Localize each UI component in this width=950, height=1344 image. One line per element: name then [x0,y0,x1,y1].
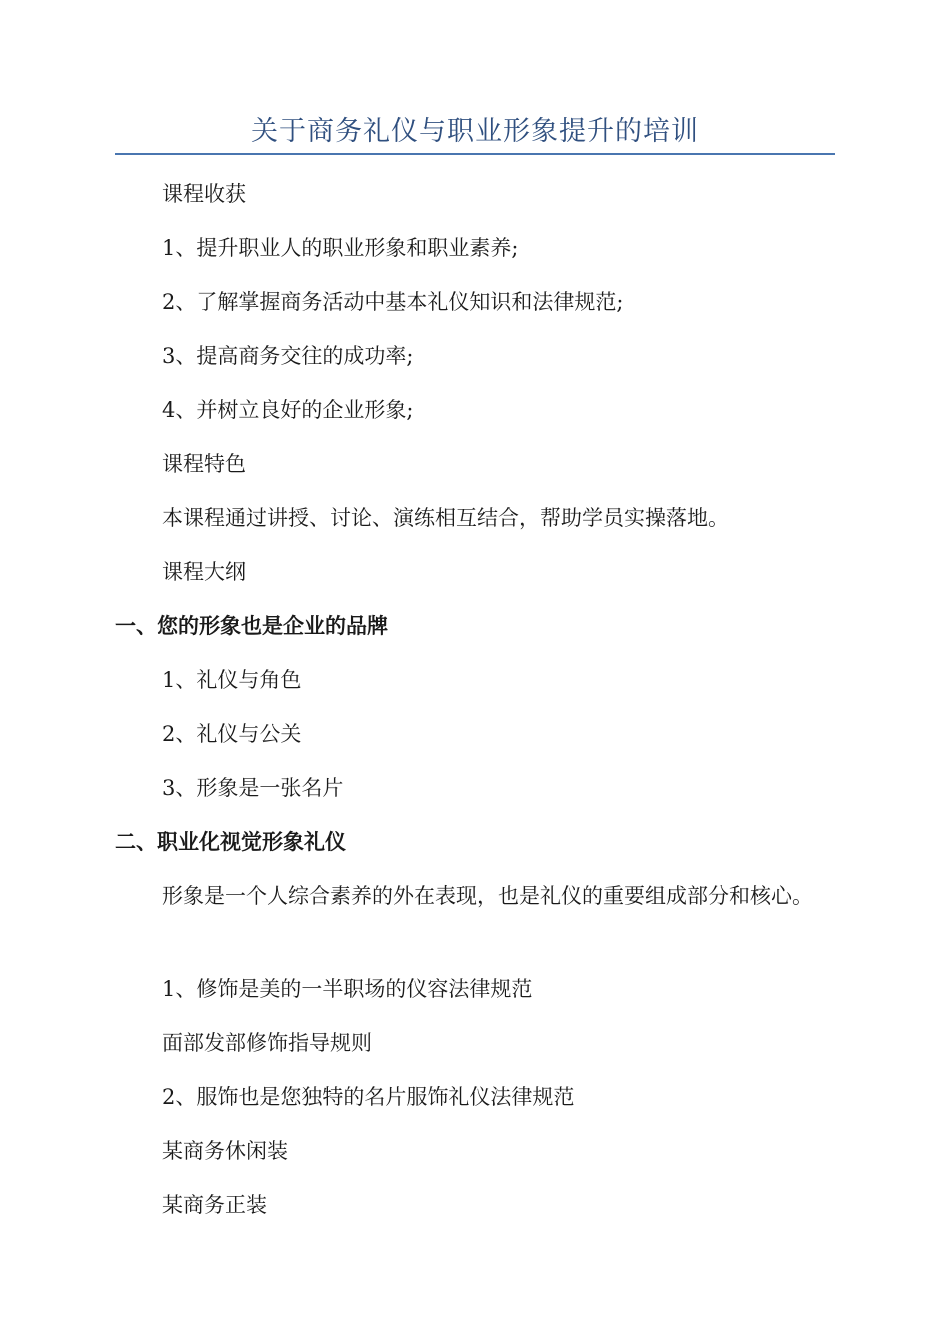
section-2-heading: 二、职业化视觉形象礼仪 [115,829,346,854]
section-2-line: 某商务正装 [162,1193,267,1217]
section-2-intro: 形象是一个人综合素养的外在表现，也是礼仪的重要组成部分和核心。 [162,884,813,908]
section-2-line: 某商务休闲装 [162,1139,288,1163]
section-1-item: 2、礼仪与公关 [162,722,302,746]
features-text: 本课程通过讲授、讨论、演练相互结合，帮助学员实操落地。 [162,506,729,530]
section-1-item: 1、礼仪与角色 [162,668,302,692]
section-2-line: 面部发部修饰指导规则 [162,1031,372,1055]
outline-heading: 课程大纲 [162,560,246,584]
section-1-item: 3、形象是一张名片 [162,776,344,800]
title-underline [115,153,835,155]
gain-item: 1、提升职业人的职业形象和职业素养; [162,236,519,260]
gain-item: 4、并树立良好的企业形象; [162,398,414,422]
section-2-line: 1、修饰是美的一半职场的仪容法律规范 [162,977,533,1001]
section-1-heading: 一、您的形象也是企业的品牌 [115,613,388,638]
document-title: 关于商务礼仪与职业形象提升的培训 [251,116,699,147]
gain-item: 3、提高商务交往的成功率; [162,344,414,368]
features-heading: 课程特色 [162,452,246,476]
gains-heading: 课程收获 [162,182,246,206]
section-2-line: 2、服饰也是您独特的名片服饰礼仪法律规范 [162,1085,575,1109]
gain-item: 2、了解掌握商务活动中基本礼仪知识和法律规范; [162,290,624,314]
